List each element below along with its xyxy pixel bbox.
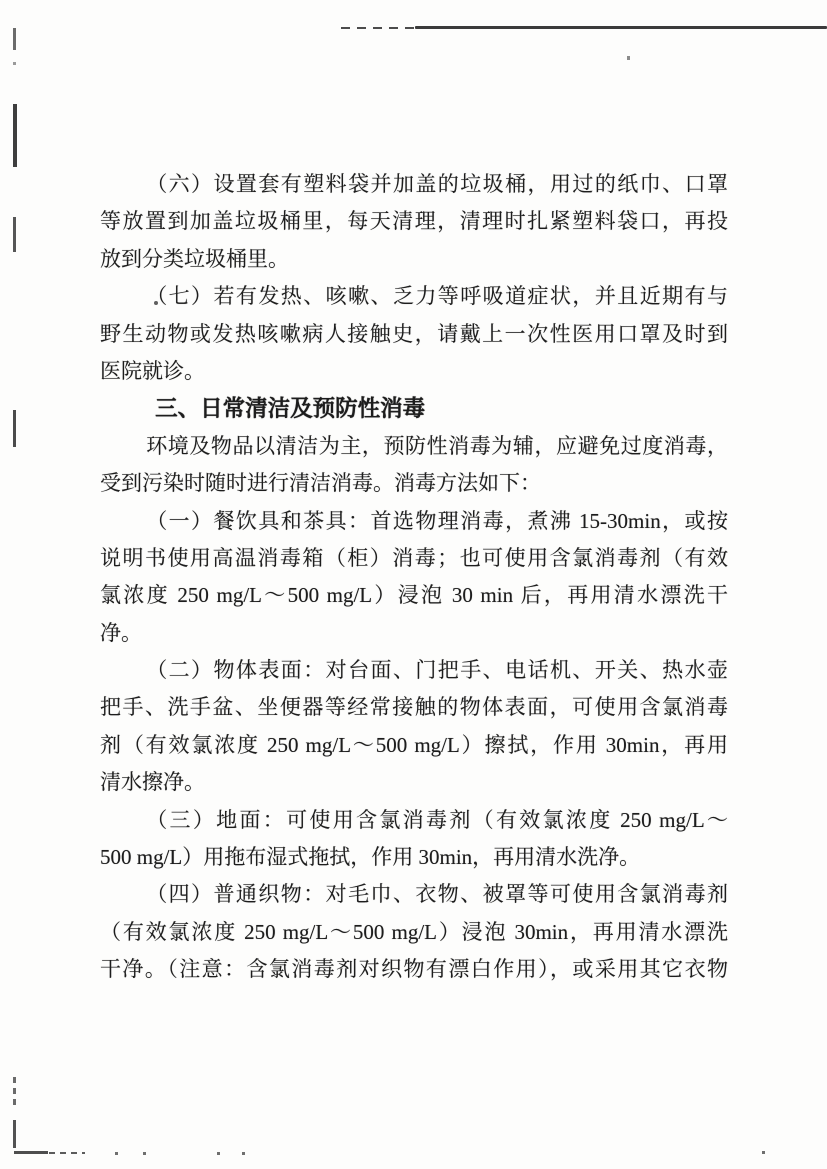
text-line: 氯浓度 250 mg/L～500 mg/L）浸泡 30 min 后，再用清水漂洗干 bbox=[100, 583, 728, 608]
text-line: 500 mg/L）用拖布湿式拖拭，作用 30min，再用清水洗净。 bbox=[100, 845, 641, 870]
scan-speck-bottom-2 bbox=[143, 1152, 146, 1155]
scan-mark-left-3 bbox=[13, 104, 17, 167]
text-line: （四）普通织物：对毛巾、衣物、被罩等可使用含氯消毒剂 bbox=[146, 882, 728, 907]
text-line: 干净。（注意：含氯消毒剂对织物有漂白作用），或采用其它衣物 bbox=[100, 957, 728, 982]
scan-speck-bottom-1 bbox=[115, 1152, 118, 1155]
scan-streak-bottom-solid bbox=[14, 1151, 48, 1154]
text-line: 说明书使用高温消毒箱（柜）消毒；也可使用含氯消毒剂（有效 bbox=[100, 545, 728, 570]
text-line: （有效氯浓度 250 mg/L～500 mg/L）浸泡 30min，再用清水漂洗 bbox=[100, 919, 728, 944]
text-line: 放到分类垃圾桶里。 bbox=[100, 246, 289, 271]
text-line: 把手、洗手盆、坐便器等经常接触的物体表面，可使用含氯消毒 bbox=[100, 695, 728, 720]
text-line: （七）若有发热、咳嗽、乏力等呼吸道症状，并且近期有与 bbox=[146, 284, 728, 309]
scan-streak-top-solid bbox=[415, 26, 827, 29]
text-line: 受到污染时随时进行清洁消毒。消毒方法如下： bbox=[100, 471, 541, 496]
text-line: 剂（有效氯浓度 250 mg/L～500 mg/L）擦拭，作用 30min，再用 bbox=[100, 732, 728, 757]
scan-speck-top-right bbox=[627, 56, 630, 60]
scan-mark-left-5 bbox=[13, 410, 16, 447]
text-line: 医院就诊。 bbox=[100, 358, 205, 383]
scan-speck-bottom-3 bbox=[217, 1152, 220, 1155]
text-line: （六）设置套有塑料袋并加盖的垃圾桶，用过的纸巾、口罩 bbox=[146, 172, 728, 196]
scan-mark-left-1 bbox=[13, 28, 16, 50]
scan-mark-left-2 bbox=[13, 62, 16, 65]
text-line: （二）物体表面：对台面、门把手、电话机、开关、热水壶 bbox=[146, 658, 728, 683]
scan-mark-left-7 bbox=[13, 1120, 16, 1148]
text-line: （三）地面：可使用含氯消毒剂（有效氯浓度 250 mg/L～ bbox=[146, 807, 728, 832]
scan-mark-left-4 bbox=[13, 217, 16, 252]
scan-streak-top-dashed bbox=[341, 27, 414, 29]
text-line: 野生动物或发热咳嗽病人接触史，请戴上一次性医用口罩及时到 bbox=[100, 321, 728, 346]
scan-speck-bottom-4 bbox=[242, 1152, 245, 1155]
text-line: 等放置到加盖垃圾桶里，每天清理，清理时扎紧塑料袋口，再投 bbox=[100, 209, 728, 234]
text-line: 净。 bbox=[100, 620, 142, 645]
text-line: （一）餐饮具和茶具：首选物理消毒，煮沸 15-30min，或按 bbox=[146, 508, 728, 533]
scan-mark-left-6 bbox=[13, 1077, 16, 1105]
text-line: 环境及物品以清洁为主，预防性消毒为辅，应避免过度消毒， bbox=[146, 433, 728, 458]
scan-speck-bottom-right bbox=[762, 1151, 765, 1154]
scan-streak-bottom-dashed bbox=[49, 1152, 85, 1154]
section-heading: 三、日常清洁及预防性消毒 bbox=[155, 396, 426, 422]
text-line: 清水擦净。 bbox=[100, 770, 205, 795]
document-text-block bbox=[100, 166, 728, 989]
